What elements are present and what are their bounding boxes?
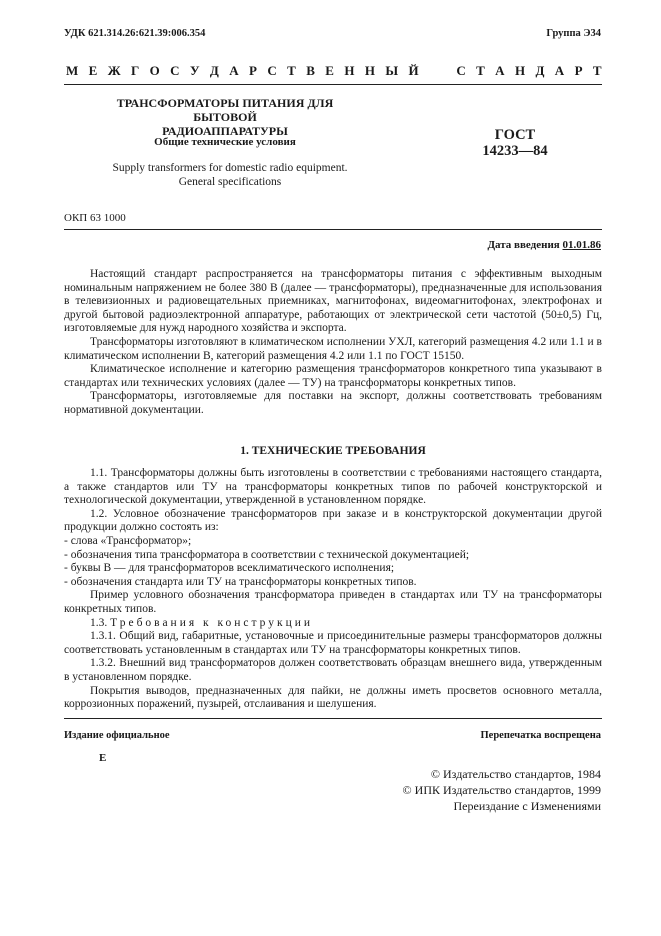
banner-letter: М [66,63,79,78]
banner-letter: А [229,63,239,78]
udk-code: УДК 621.314.26:621.39:006.354 [64,28,206,39]
footer-divider [64,718,602,719]
document-title [100,96,350,138]
banner-letter: Е [88,63,98,78]
banner-letter: С [267,63,277,78]
okp-code: ОКП 63 1000 [64,212,126,224]
edition-letter: Е [99,752,107,764]
banner-letter: Д [535,63,545,78]
banner-letter: Ы [385,63,399,78]
intro-paragraph: Трансформаторы изготовляют в климатическом исполнении УХЛ, категорий размещения 4.2 или 1.1 и в климатическом исполнении В, категорий размещения 4.2 или 1.1 по ГОСТ 15150. [64,335,602,362]
banner-letter: Д [209,63,219,78]
intro-paragraph: Трансформаторы, изготовляемые для поставки на экспорт, должны соответствовать требованиям нормативной документации. [64,390,602,416]
banner-letter: Р [249,63,257,78]
clause-1-3-2: 1.3.2. Внешний вид трансформаторов должен соответствовать образцам внешнего вида, утвержденным в установленном порядке. [64,657,602,683]
official-edition: Издание официальное [64,730,170,741]
list-item: - слова «Трансформатор»; [64,534,192,547]
banner-letter: Ж [107,63,121,78]
section-heading: 1. ТЕХНИЧЕСКИЕ ТРЕБОВАНИЯ [240,445,426,457]
clause-1-1: 1.1. Трансформаторы должны быть изготовлены в соответствии с требованиями настоящего стандарта, а также стандартов или ТУ на трансформаторы конкретных типов по рабочей конструкторской и технологической документации, утвержденной в установленном порядке. [64,467,602,507]
section-1-text [64,467,602,712]
banner-letter [443,63,446,79]
english-title-line-1: Supply transformers for domestic radio equipment. [112,162,348,174]
banner-letter: С [456,63,466,78]
list-item: - буквы В — для трансформаторов всеклиматического исполнения; [64,562,395,575]
list-item: - обозначения типа трансформатора в соответствии с технической документацией; [64,548,470,561]
intro-text [64,268,602,418]
banner-letter: Г [130,63,140,78]
copyright-line-2: © ИПК Издательство стандартов, 1999 [402,783,601,797]
pins-coating-paragraph: Покрытия выводов, предназначенных для пайки, не должны иметь просветов основного металла, коррозионных поражений, пузырей, отслаивания и шелушения. [64,684,602,711]
introduction-date-value: 01.01.86 [562,239,601,251]
gost-number [455,127,575,159]
title-line-1: ТРАНСФОРМАТОРЫ ПИТАНИЯ ДЛЯ БЫТОВОЙ [116,96,334,124]
copyright-block [403,766,601,814]
clause-1-3-number: 1.3. [90,616,108,629]
banner-letter: Н [514,63,526,78]
gost-code: 14233—84 [482,143,548,159]
clause-1-3-title: Требования к конструкции [110,616,314,629]
banner-letter: С [170,63,180,78]
banner-letter: А [554,63,565,78]
banner-letter: У [189,63,200,78]
banner-letter [429,63,432,79]
banner-letter: Е [325,63,334,78]
english-title [110,161,350,189]
copyright-line-1: © Издательство стандартов, 1984 [430,767,601,781]
introduction-date-label: Дата введения [487,239,560,251]
banner-letter: О [149,63,160,78]
header-divider [64,84,602,85]
banner-letter: А [495,63,505,78]
interstate-standard-banner [66,63,602,79]
banner-letter: Р [574,63,583,78]
okp-divider [64,229,602,230]
banner-letter: Т [476,63,485,78]
clause-1-2: 1.2. Условное обозначение трансформаторов при заказе и в конструкторской документации другой продукции должно состоять из: [64,507,602,534]
document-subtitle: Общие технические условия [154,136,296,148]
english-title-line-2: General specifications [178,176,282,188]
gost-label: ГОСТ [494,127,536,143]
list-item: - обозначения стандарта или ТУ на трансформаторы конкретных типов. [64,575,417,588]
title-line-2: РАДИОАППАРАТУРЫ [162,124,288,138]
introduction-date [487,239,601,251]
banner-letter: Й [408,63,419,78]
banner-letter: Т [592,63,602,78]
clause-1-3-1: 1.3.1. Общий вид, габаритные, установочные и присоединительные размеры трансформаторов должны соответствовать установленным в стандартах или ТУ на трансформаторы конкретных типов. [64,630,602,656]
reprint-prohibited: Перепечатка воспрещена [480,730,601,741]
designation-example: Пример условного обозначения трансформатора приведен в стандартах или ТУ на трансформаторы конкретных типов. [64,589,602,615]
intro-paragraph: Настоящий стандарт распространяется на трансформаторы питания с эффективным выходным номинальным напряжением не более 380 В (далее — трансформаторы), предназначенные для использования в телевизионных и радиовещательных приемниках, магнитофонах, видеомагнитофонах, электрофонах и другой бытовой радиоэлектронной аппаратуре, работающих от электрической сети частотой (50±0,5) Гц, изготовляемые для нужд народного хозяйства и экспорта. [64,268,602,335]
banner-letter: Т [287,63,296,78]
intro-paragraph: Климатическое исполнение и категорию размещения трансформаторов конкретного типа указывают в стандартах или технических условиях (далее — ТУ) на трансформаторы конкретных типов. [64,363,602,389]
banner-letter: Н [364,63,375,78]
clause-1-3 [64,617,602,631]
banner-letter: В [306,63,315,78]
banner-letter: Н [344,63,355,78]
reissue-note: Переиздание с Изменениями [453,799,601,813]
group-code: Группа Э34 [546,28,601,39]
